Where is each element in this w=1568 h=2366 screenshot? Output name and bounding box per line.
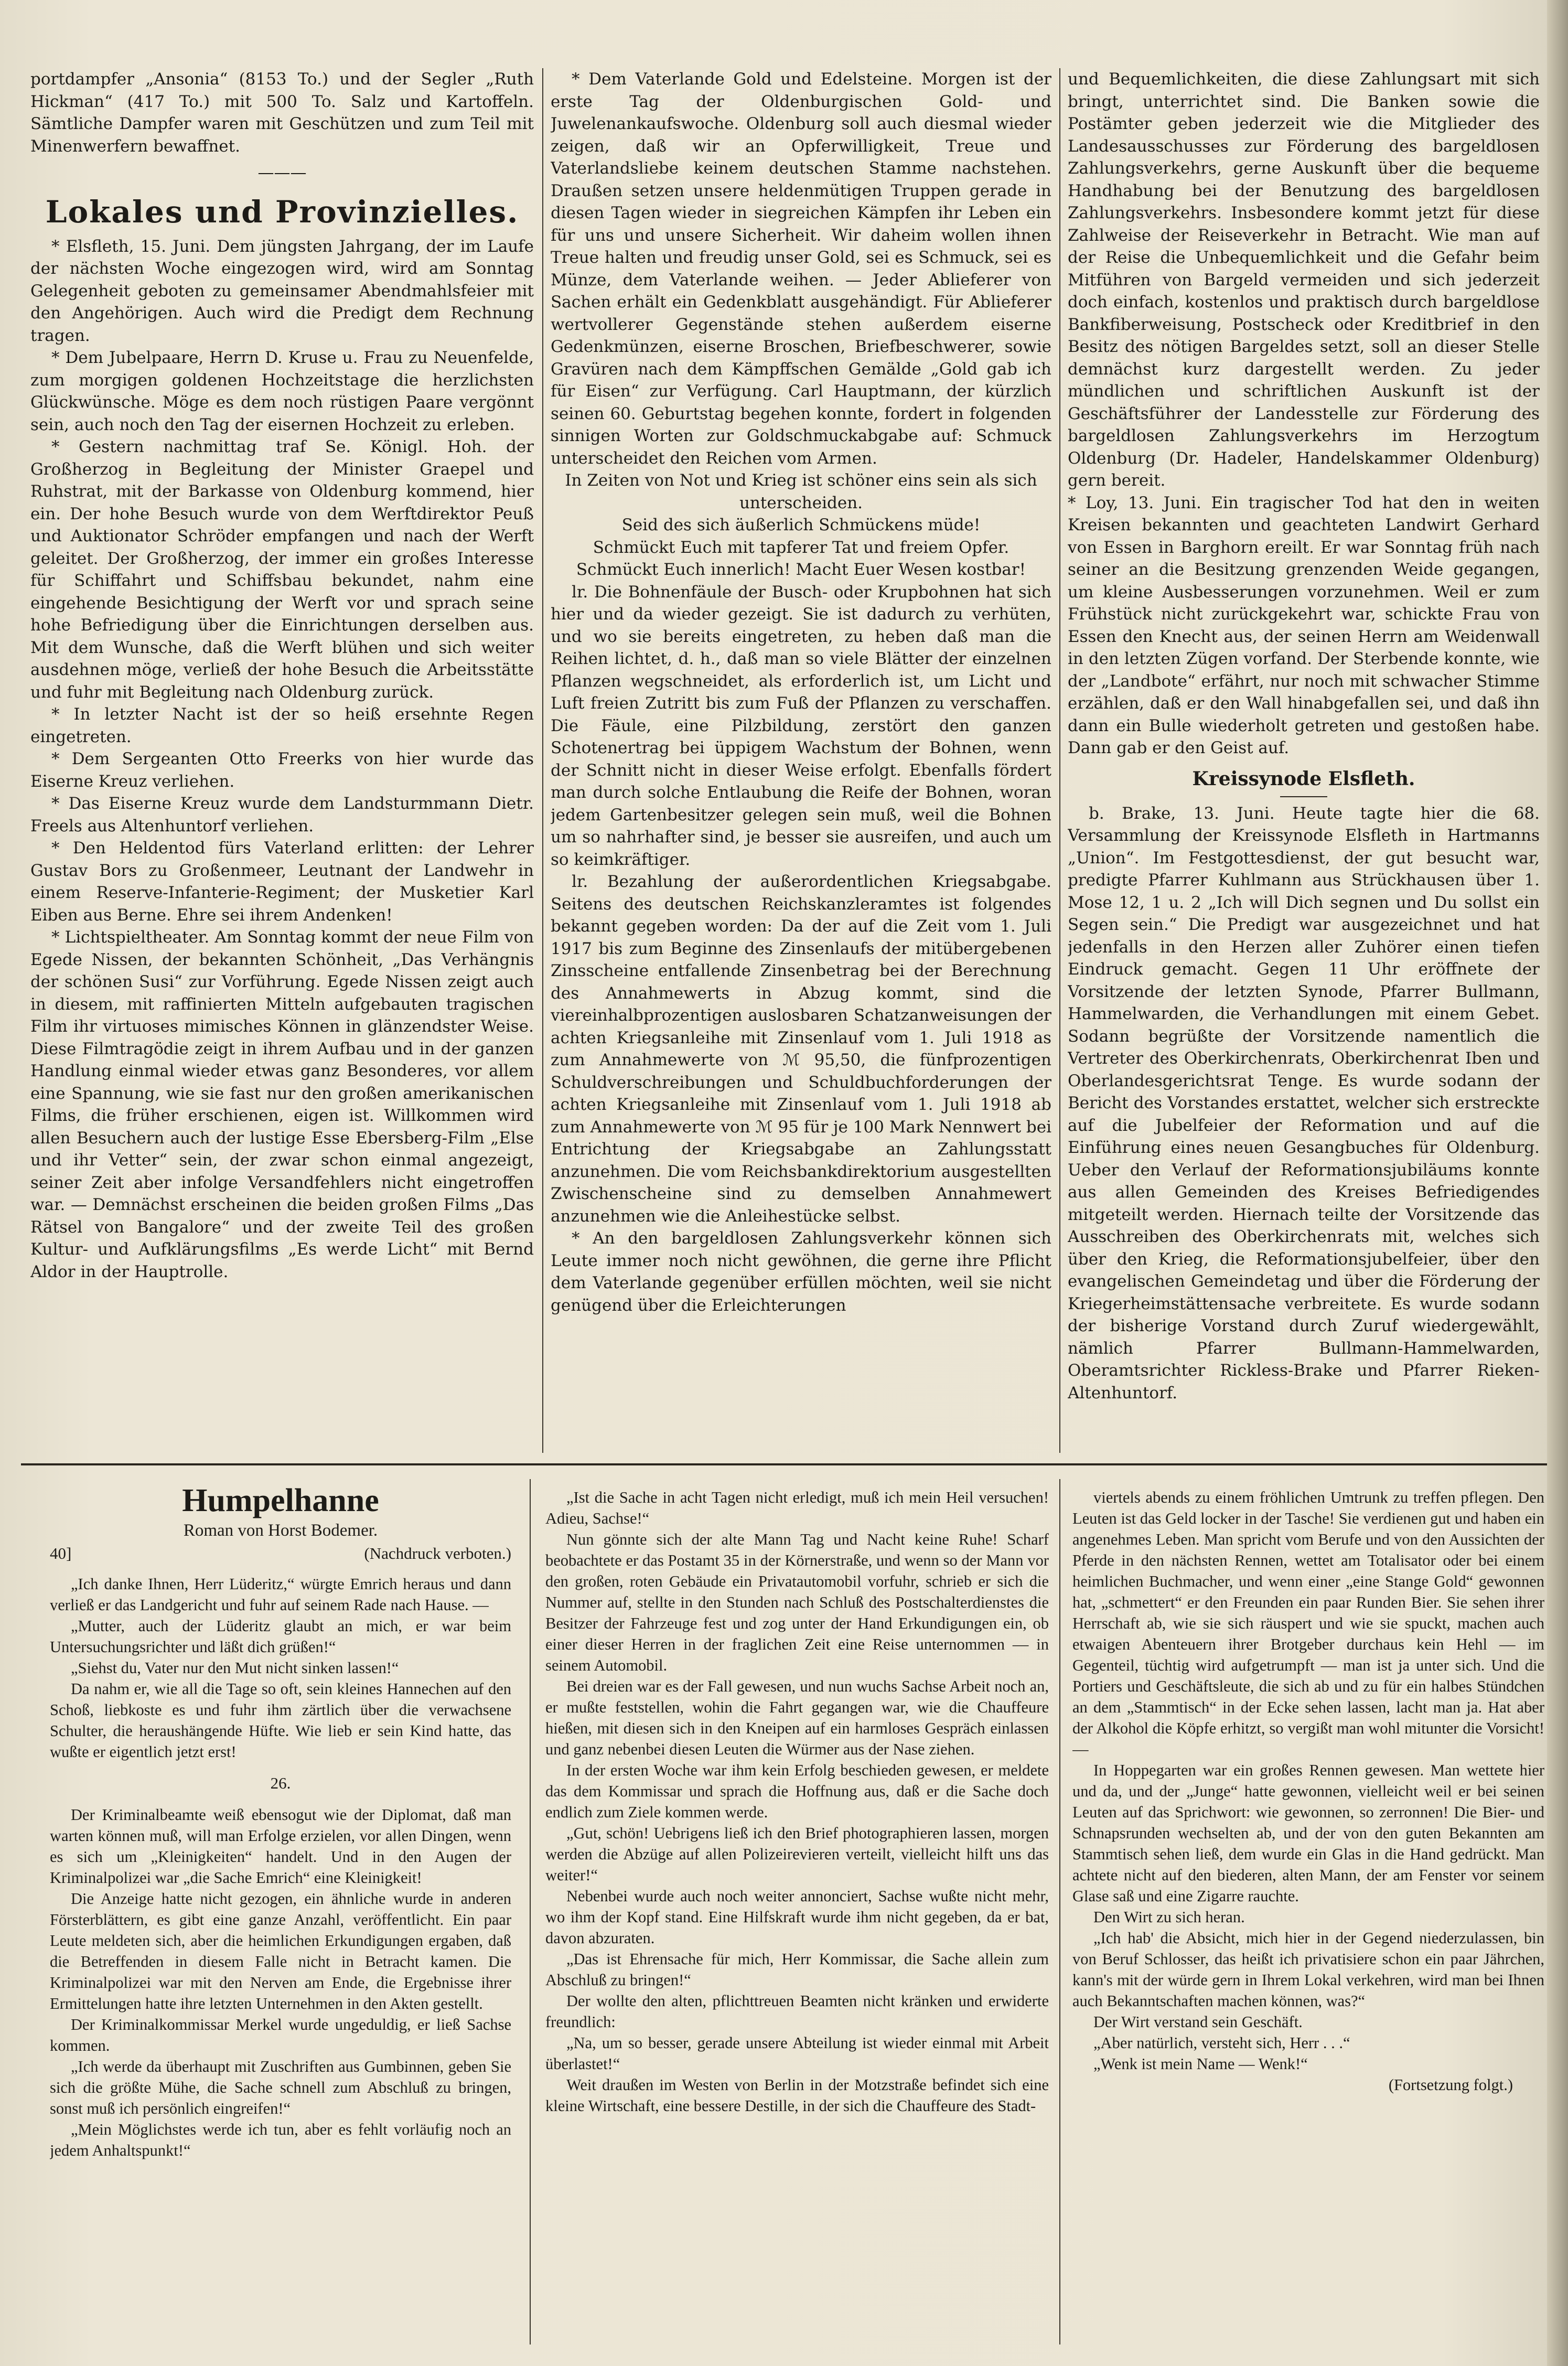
- paragraph: * Gestern nachmittag traf Se. Königl. Hoh. der Großherzog in Begleitung der Minister Graepel und Ruhstrat, mit der Barkasse von Oldenburg kommend, hier ein. Der hohe Besuch wurde von dem Werftdirektor Peuß und Auktionator Schröder empfangen und nach der Werft geleitet. Der Großherzog, der immer ein großes Interesse für Schiffahrt und Schiffsbau bekundet, nahm eine eingehende Besichtigung der Werft vor und sprach seine hohe Befriedigung über die Einrichtungen derselben aus. Mit dem Wunsche, daß die Werft blühen und sich weiter ausdehnen möge, verließ der hohe Besuch die Arbeitsstätte und fuhr mit Begleitung nach Oldenburg zurück.: [30, 437, 534, 702]
- paragraph: lr. Bezahlung der außerordentlichen Kriegsabgabe. Seitens des deutschen Reichskanzleramtes ist folgendes bekannt gegeben worden: Da der auf die Zeit vom 1. Juli 1917 bis zum Beginne des Zinsenlaufs der mitübergebenen Zinsscheine entfallende Zinsenbetrag bei der Berechnung des Annahmewerts in Abzug kommt, sind die viereinhalbprozentigen auslosbaren Schatzanweisungen der achten Kriegsanleihe mit Zinsenlauf vom 1. Juli 1918 as zum Annahmewerte von ℳ 95,50, die fünfprozentigen Schuldverschreibungen und Schuldbuchforderungen der achten Kriegsanleihe mit Zinsenlauf vom 1. Juli 1918 ab zum Annahmewerte von ℳ 95 für je 100 Mark Nennwert bei Entrichtung der Kriegsabgabe an Zahlungsstatt anzunehmen. Die vom Reichsbankdirektorium ausgestellten Zwischenscheine sind zu demselben Annahmewert anzunehmen wie die Anleihestücke selbst.: [551, 872, 1051, 1226]
- paragraph: lr. Die Bohnenfäule der Busch- oder Krupbohnen hat sich hier und da wieder gezeigt. Sie ist dadurch zu verhüten, und wo sie bereits eingetreten, zu heben daß man die Reihen lichtet, d. h., daß man so viele Blätter der einzelnen Pflanzen wegschneidet, als erforderlich ist, um Licht und Luft freien Zutritt bis zum Fuß der Pflanzen zu verschaffen. Die Fäule, eine Pilzbildung, zerstört den ganzen Schotenertrag bei üppigem Wachstum der Bohnen, wenn der Schnitt nicht in dieser Weise erfolgt. Ebenfalls fördert man durch solche Entlaubung die Reife der Bohnen, woran jedem Gartenbesitzer gelegen sein muß, weil die Bohnen um so nahrhafter sind, je besser sie ausreifen, und auch um so keimkräftiger.: [551, 582, 1051, 869]
- paragraph: und Bequemlichkeiten, die diese Zahlungsart mit sich bringt, unterrichtet sind. Die Banken sowie die Postämter geben jederzeit wie die Mitglieder des Landesausschusses zur Förderung des bargeldlosen Zahlungsverkehrs, gerne Auskunft über die bequeme Handhabung bei der Benutzung des bargeldlosen Zahlungsverkehrs. Insbesondere kommt jetzt für diese Zahlweise der Reiseverkehr in Betracht. Wie man auf der Reise die Unbequemlichkeit und die Gefahr beim Mitführen von Bargeld vermeiden und sich jederzeit doch einfach, kostenlos und praktisch durch bargeldlose Bankfiberweisung, Postscheck oder Kreditbrief in den Besitz des nötigen Bargeldes setzt, soll an dieser Stelle demnächst kurz dargestellt werden. Zu jeder mündlichen und schriftlichen Auskunft ist der Geschäftsführer der Landesstelle zur Förderung des bargeldlosen Zahlungsverkehrs im Herzogtum Oldenburg (Dr. Hadeler, Handelskammer Oldenburg) gern bereit.: [1068, 70, 1540, 490]
- paragraph: „Siehst du, Vater nur den Mut nicht sinken lassen!“: [71, 1659, 399, 1677]
- paragraph: „Ich danke Ihnen, Herr Lüderitz,“ würgte Emrich heraus und dann verließ er das Landgericht und fuhr auf seinem Rade nach Hause. —: [50, 1575, 511, 1614]
- paragraph: Die Anzeige hatte nicht gezogen, ein ähnliche wurde in anderen Försterblättern, es gibt eine ganze Anzahl, veröffentlicht. Ein paar Leute meldeten sich, aber die heimlichen Erkundigungen ergaben, daß die Betreffenden in diesem Falle nicht in Betracht kamen. Die Kriminalpolizei war mit den Nerven am Ende, die Ergebnisse ihrer Ermittelungen hatte ihre letzten Unternehmen in den Akten gestellt.: [50, 1890, 511, 2012]
- feuilleton-divider: [21, 1463, 1547, 1465]
- column-rule: [542, 68, 543, 1453]
- paragraph: Da nahm er, wie all die Tage so oft, sein kleines Hannechen auf den Schoß, liebkoste es und fuhr ihm zärtlich über die verwachsene Schulter, die heraushängende Hüfte. Wie lieb er sein Kind hatte, das wußte er eigentlich jetzt erst!: [50, 1680, 511, 1761]
- column-rule: [1059, 68, 1060, 1453]
- poem: [551, 469, 1051, 581]
- top-column-2: [551, 68, 1051, 1458]
- paragraph: „Das ist Ehrensache für mich, Herr Kommissar, die Sache allein zum Abschluß zu bringen!“: [545, 1950, 1049, 1989]
- section-heading: Lokales und Provinzielles.: [45, 194, 519, 230]
- continued-notice: (Fortsetzung folgt.): [1388, 2076, 1513, 2094]
- paragraph: b. Brake, 13. Juni. Heute tagte hier die 68. Versammlung der Kreissynode Elsfleth in Hartmanns „Union“. Im Festgottesdienst, der gut besucht war, predigte Pfarrer Kuhlmann aus Strückhausen über 1. Mose 12, 1 u. 2 „Ich will Dich segnen und Du sollst ein Segen sein.“ Die Predigt war ausgezeichnet und hat jedenfalls in den Herzen aller Zuhörer einen tiefen Eindruck gemacht. Gegen 11 Uhr eröffnete der Vorsitzende der letzten Synode, Pfarrer Bullmann, Hammelwarden, die Verhandlungen mit einem Gebet. Sodann begrüßte der Vorsitzende namentlich die Vertreter des Oberkirchenrats, Oberkirchenrat Iben und Oberlandesgerichtsrat Tenge. Es wurde sodann der Bericht des Vorstandes erstattet, welcher sich erstreckte auf die Jubelfeier der Reformation und auf die Einführung eines neuen Gesangbuches für Oldenburg. Ueber den Verlauf der Reformationsjubiläums konnte aus allen Gemeinden des Kreises Befriedigendes mitgeteilt werden. Hiernach teilte der Vorsitzende das Ausschreiben des Oberkirchenrats mit, welches sich über den Krieg, die Reformationsjubelfeier, über den evangelischen Gemeindetag und über die Förderung der Kriegerheimstättensache verbreitete. Es wurde sodann der bisherige Vorstand durch Zuruf wiedergewählt, nämlich Pfarrer Bullmann-Hammelwarden, Oberamtsrichter Rickless-Brake und Pfarrer Rieken-Altenhuntorf.: [1068, 804, 1540, 1403]
- paragraph: „Ich werde da überhaupt mit Zuschriften aus Gumbinnen, geben Sie sich die größte Mühe, die Sache schnell zum Abschluß zu bringen, sonst muß ich persönlich eingreifen!“: [50, 2058, 511, 2117]
- paragraph: Schmückt Euch mit tapferer Tat und freiem Opfer.: [593, 538, 1009, 557]
- top-column-1: [30, 68, 534, 1458]
- separator-dash: ———: [257, 163, 307, 182]
- paragraph: * Dem Vaterlande Gold und Edelsteine. Morgen ist der erste Tag der Oldenburgischen Gold- und Juwelenankaufswoche. Oldenburg soll auch diesmal wieder zeigen, daß wir an Opferwilligkeit, Treue und Vaterlandsliebe keinem deutschen Stamme nachstehen. Draußen setzen unsere heldenmütigen Truppen gerade in diesen Tagen wieder in siegreichen Kämpfen ihr Leben ein für uns und unsere Sicherheit. Wir daheim wollen ihnen Treue halten und freudig unser Gold, sei es Schmuck, sei es Münze, dem Vaterlande weihen. — Jeder Ablieferer von Sachen erhält ein Gedenkblatt ausgehändigt. Für Ablieferer wertvollerer Gegenstände stehen außerdem eiserne Gedenkmünzen, eiserne Broschen, Briefbeschwerer, sowie Gravüren nach dem Kämpffschen Gemälde „Gold gab ich für Eisen“ zur Verfügung. Carl Hauptmann, der kürzlich seinen 60. Geburtstag begehen konnte, fordert in folgenden sinnigen Worten zur Goldschmuckabgabe auf: Schmuck unterscheidet den Reichen vom Armen.: [551, 70, 1051, 468]
- top-column-3: [1068, 68, 1540, 1458]
- paragraph: Nebenbei wurde auch noch weiter annonciert, Sachse wußte nicht mehr, wo ihm der Kopf stand. Eine Hilfskraft wurde ihm nicht gegeben, da er bat, davon abzuraten.: [545, 1887, 1049, 1947]
- paragraph: „Mutter, auch der Lüderitz glaubt an mich, er war beim Untersuchungsrichter und läßt dich grüßen!“: [50, 1617, 511, 1656]
- serial-column-1: [50, 1479, 511, 2350]
- paragraph: „Aber natürlich, versteht sich, Herr . . .“: [1093, 2034, 1350, 2052]
- paragraph: Der Kriminalbeamte weiß ebensogut wie der Diplomat, daß man warten können muß, will man Erfolge erzielen, vor allen Dingen, wenn es sich um „Kleinigkeiten“ handelt. Und in den Augen der Kriminalpolizei war „die Sache Emrich“ eine Kleinigkeit!: [50, 1806, 511, 1887]
- paragraph: Den Wirt zu sich heran.: [1093, 1908, 1245, 1926]
- paragraph: Weit draußen im Westen von Berlin in der Motzstraße befindet sich eine kleine Wirtschaft, eine bessere Destille, in der sich die Chauffeure des Stadt-: [545, 2076, 1049, 2115]
- paragraph: * Elsfleth, 15. Juni. Dem jüngsten Jahrgang, der im Laufe der nächsten Woche eingezogen wird, wird am Sonntag Gelegenheit geboten zu gemeinsamer Abendmahlsfeier mit den Angehörigen. Auch wird die Predigt dem Rechnung tragen.: [30, 237, 534, 345]
- serial-title: Humpelhanne: [182, 1483, 379, 1518]
- paragraph: * An den bargeldlosen Zahlungsverkehr können sich Leute immer noch nicht gewöhnen, die gerne ihre Pflicht dem Vaterlande gegenüber erfüllen möchten, weil sie nicht genügend über die Erleichterungen: [551, 1229, 1051, 1315]
- paragraph: Seid des sich äußerlich Schmückens müde!: [621, 516, 981, 534]
- chapter-number: 26.: [270, 1774, 291, 1792]
- paragraph: Der wollte den alten, pflichttreuen Beamten nicht kränken und erwiderte freundlich:: [545, 1992, 1049, 2031]
- paragraph: * Das Eiserne Kreuz wurde dem Landsturmmann Dietr. Freels aus Altenhuntorf verliehen.: [30, 794, 534, 836]
- column-rule: [1059, 1479, 1060, 2344]
- serial-text: [50, 1804, 511, 2161]
- installment-number: 40]: [50, 1544, 72, 1562]
- more-articles: [551, 581, 1051, 1317]
- synod-heading: Kreissynode Elsfleth.: [1192, 767, 1415, 790]
- paragraph: „Ich hab' die Absicht, mich hier in der Gegend niederzulassen, bin von Beruf Schlosser, das heißt ich privatisiere schon ein paar Jährchen, kann's mit der würde gern in Ihrem Lokal verkehren, wird man bei Ihnen auch Bekanntschaften machen können, was?“: [1072, 1929, 1544, 2010]
- paragraph: * Loy, 13. Juni. Ein tragischer Tod hat den in weiten Kreisen bekannten und geachteten Landwirt Gerhard von Essen in Barghorn ereilt. Er war Sonntag früh nach seiner an die Besitzung grenzenden Weide gegangen, um kleine Ausbesserungen vorzunehmen. Weil er zum Frühstück nicht zurückgekehrt war, schickte Frau von Essen den Knecht aus, der seinen Herrn am Weidenwall in den letzten Zügen vorfand. Der Sterbende konnte, wie der „Landbote“ erfährt, nur noch mit schwacher Stimme erzählen, daß er den Wall hinabgefallen sei, und daß ihn dann ein Bulle wiederholt getreten und gestoßen habe. Dann gab er den Geist auf.: [1068, 493, 1540, 757]
- paragraph: * Den Heldentod fürs Vaterland erlitten: der Lehrer Gustav Bors zu Großenmeer, Leutnant der Landwehr in einem Reserve-Infanterie-Regiment; der Musketier Karl Eiben aus Berne. Ehre sei ihrem Andenken!: [30, 839, 534, 925]
- paragraph: Der Wirt verstand sein Geschäft.: [1093, 2013, 1303, 2031]
- paragraph: * Dem Sergeanten Otto Freerks von hier wurde das Eiserne Kreuz verliehen.: [30, 750, 534, 791]
- paragraph: * Dem Jubelpaare, Herrn D. Kruse u. Frau zu Neuenfelde, zum morgigen goldenen Hochzeitstage die herzlichsten Glückwünsche. Möge es dem noch rüstigen Paare vergönnt sein, auch noch den Tag der eisernen Hochzeit zu erleben.: [30, 348, 534, 434]
- serial-column-3: [1072, 1487, 1544, 2352]
- lead-text: [30, 68, 534, 157]
- paragraph: „Na, um so besser, gerade unsere Abteilung ist wieder einmal mit Arbeit überlastet!“: [545, 2034, 1049, 2073]
- paragraph: „Ist die Sache in acht Tagen nicht erledigt, muß ich mein Heil versuchen! Adieu, Sachse!“: [545, 1489, 1049, 1527]
- serial-text: [50, 1573, 511, 1762]
- paragraph: Bei dreien war es der Fall gewesen, und nun wuchs Sachse Arbeit noch an, er mußte feststellen, wohin die Fahrt gegangen war, wie die Chauffeure hießen, mit diesen sich in den Kneipen auf ein harmloses Gespräch einlassen und ganz nebenbei diesen Leuten die Würmer aus der Nase ziehen.: [545, 1677, 1049, 1758]
- serial-text: [1072, 1487, 1544, 2074]
- paragraph: * Lichtspieltheater. Am Sonntag kommt der neue Film von Egede Nissen, der bekannten Schönheit, „Das Verhängnis der schönen Susi“ zur Vorführung. Egede Nissen zeigt auch in diesem, mit raffinierten Mitteln aufgebauten tragischen Film ihr virtuoses mimisches Können in glänzendster Weise. Diese Filmtragödie zeigt in ihrem Aufbau und in der ganzen Handlung einmal wieder etwas ganz Besonderes, vor allem eine Spannung, wie sie fast nur den großen amerikanischen Films, die früher erschienen, eigen ist. Willkommen wird allen Besuchern auch der lustige Esse Ebersberg-Film „Else und ihr Vetter“ sein, der zwar schon einmal angezeigt, seiner Zeit aber infolge Versandfehlers nicht eingetroffen war. — Demnächst erscheinen die beiden großen Films „Das Rätsel von Bangalore“ und der zweite Teil des großen Kultur- und Aufklärungsfilms „Es werde Licht“ mit Bernd Aldor in der Hauptrolle.: [30, 928, 534, 1281]
- rights-notice: (Nachdruck verboten.): [364, 1544, 511, 1562]
- paragraph: „Wenk ist mein Name — Wenk!“: [1093, 2055, 1308, 2073]
- paragraph: viertels abends zu einem fröhlichen Umtrunk zu treffen pflegen. Den Leuten ist das Geld locker in der Tasche! Sie verdienen gut und haben ein angenehmes Leben. Man spricht vom Berufe und von den Aussichten der Pferde in den nächsten Rennen, wettet am Totalisator oder bei einem heimlichen Buchmacher, und wenn einer „eine Stange Gold“ gewonnen hat, „schmettert“ er den Freunden ein paar Runden Bier. Sie sehen ihrer Herrschaft ab, wie sie sich räuspert und wie sie spuckt, machen auch etwaigen Abenteuern ihrer Brotgeber durchaus kein Hehl — im Gegenteil, tüchtig wird aufgetrumpft — man ist ja unter sich. Und die Portiers und Geschäftsleute, die sich ab und zu für ein halbes Stündchen an dem „Stammtisch“ in der Ecke sehen lassen, lacht man ja. Hat aber der Alkohol die Köpfe erhitzt, so vergißt man wohl mitunter die Vorsicht! —: [1072, 1489, 1544, 1758]
- paragraph: * In letzter Nacht ist der so heiß ersehnte Regen eingetreten.: [30, 705, 534, 746]
- paragraph: Schmückt Euch innerlich! Macht Euer Wesen kostbar!: [576, 560, 1026, 579]
- heading-rule: [1280, 796, 1327, 797]
- gold-collection-article: [551, 68, 1051, 469]
- serial-author: Roman von Horst Bodemer.: [183, 1521, 378, 1540]
- paragraph: portdampfer „Ansonia“ (8153 To.) und der Segler „Ruth Hickman“ (417 To.) mit 500 To. Salz und Kartoffeln. Sämtliche Dampfer waren mit Geschützen und zum Teil mit Minenwerfern bewaffnet.: [30, 70, 534, 156]
- serial-text: [545, 1487, 1049, 2116]
- serial-meta: [50, 1543, 511, 1564]
- local-news: [30, 235, 534, 1283]
- synod-article: [1068, 802, 1540, 1405]
- paragraph: „Mein Möglichstes werde ich tun, aber es fehlt vorläufig noch an jedem Anhaltspunkt!“: [50, 2121, 511, 2159]
- paragraph: In der ersten Woche war ihm kein Erfolg beschieden gewesen, er meldete das dem Kommissar und sprach die Hoffnung aus, daß er die Sache doch endlich zum Ziele kommen werde.: [545, 1761, 1049, 1821]
- paragraph: In Hoppegarten war ein großes Rennen gewesen. Man wettete hier und da, und der „Junge“ hatte gewonnen, vielleicht weil er bei seinen Leuten auf das Sprichwort: wie gewonnen, so zerronnen! Die Bier- und Schnapsrunden wechselten ab, und der von den guten Bekannten am Stammtisch sehen ließ, dem wurde ein Glas in die Hand gedrückt. Man achtete nicht auf den biederen, alten Mann, der am Fenster vor seinem Glase saß und eine Zigarre rauchte.: [1072, 1761, 1544, 1905]
- serial-column-2: [545, 1487, 1049, 2352]
- paragraph: Der Kriminalkommissar Merkel wurde ungeduldig, er ließ Sachse kommen.: [50, 2016, 511, 2054]
- column-rule: [530, 1479, 531, 2344]
- binding-edge: [1547, 0, 1568, 2366]
- paragraph: Nun gönnte sich der alte Mann Tag und Nacht keine Ruhe! Scharf beobachtete er das Postamt 35 in der Körnerstraße, und wenn so der Mann vor den großen, roten Gebäude ein Privatautomobil vorfuhr, schrieb er sich die Nummer auf, stellte in den Stunden nach Schluß des Postschalterdienstes die Besitzer der Fahrzeuge fest und zog unter der Hand Erkundigungen ein, ob einer dieser Herren in der fraglichen Zeit eine Reise unternommen — in seinem Automobil.: [545, 1530, 1049, 1674]
- payment-article: [1068, 68, 1540, 759]
- paragraph: „Gut, schön! Uebrigens ließ ich den Brief photographieren lassen, morgen werden die Abzüge auf allen Polizeirevieren verteilt, vielleicht hilft uns das weiter!“: [545, 1824, 1049, 1884]
- paragraph: In Zeiten von Not und Krieg ist schöner eins sein als sich unterscheiden.: [565, 471, 1037, 512]
